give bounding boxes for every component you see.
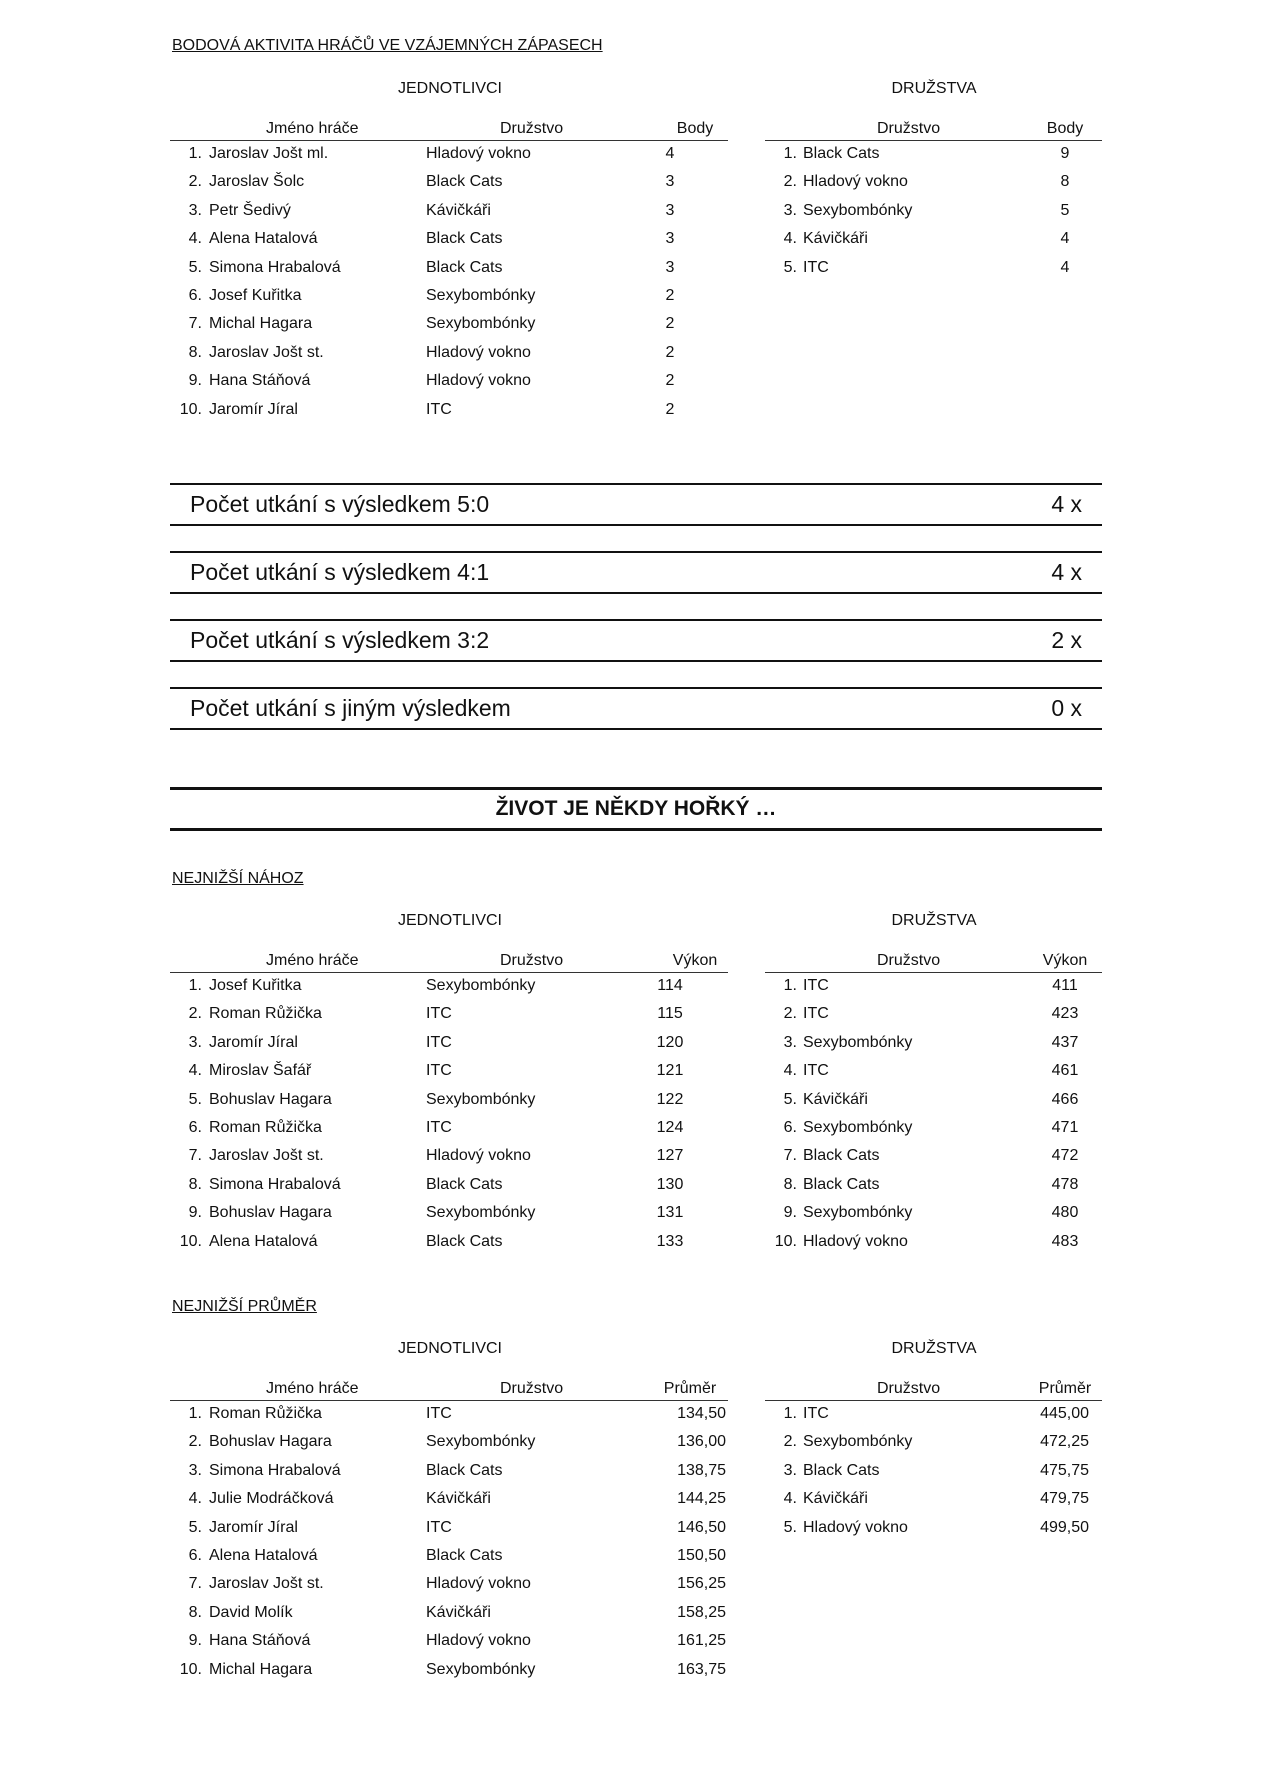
match-stat-label: Počet utkání s výsledkem 3:2	[190, 627, 490, 653]
cell-name: Hana Stáňová	[209, 1632, 311, 1650]
match-stat-5-0	[170, 483, 1102, 526]
cell-name: Roman Růžička	[209, 1405, 322, 1422]
cell-team: Black Cats	[803, 1175, 880, 1193]
cell-name: Julie Modráčková	[209, 1490, 334, 1508]
cell-rank: 1.	[188, 1405, 202, 1422]
table-row	[170, 1087, 728, 1115]
table-row	[170, 141, 728, 169]
cell-value: 437	[1051, 1033, 1079, 1051]
table-row	[170, 1429, 728, 1457]
table-header	[765, 1377, 1102, 1401]
table-row	[765, 1200, 1102, 1228]
table-row	[170, 1515, 728, 1543]
cell-value: 163,75	[677, 1660, 726, 1678]
cell-rank: 5.	[188, 1518, 202, 1536]
table-row	[170, 169, 728, 197]
table-header	[765, 117, 1102, 141]
table-row	[765, 1030, 1102, 1058]
header-name: Jméno hráče	[266, 952, 359, 969]
cell-value: 3	[665, 230, 675, 248]
cell-value: 2	[665, 400, 675, 418]
table-row	[170, 255, 728, 283]
cell-value: 3	[665, 173, 675, 191]
match-stat-count: 4 x	[1051, 559, 1082, 585]
cell-value: 471	[1051, 1118, 1079, 1136]
cell-team: ITC	[803, 258, 829, 276]
cell-team: Sexybombónky	[803, 1118, 913, 1136]
cell-team: Sexybombónky	[803, 1433, 913, 1451]
cell-value: 122	[656, 1090, 684, 1108]
cell-rank: 1.	[783, 1405, 797, 1422]
cell-name: Simona Hrabalová	[209, 1461, 341, 1479]
cell-rank: 3.	[783, 1033, 797, 1051]
table-row	[170, 340, 728, 368]
cell-rank: 10.	[179, 1232, 202, 1250]
table-row	[170, 1401, 728, 1429]
cell-team: Kávičkáři	[426, 201, 491, 219]
match-stat-count: 4 x	[1051, 491, 1082, 517]
cell-value: 2	[665, 315, 675, 333]
table-row	[765, 1143, 1102, 1171]
cell-rank: 9.	[188, 1632, 202, 1650]
table-row	[170, 198, 728, 226]
cell-name: Josef Kuřitka	[209, 977, 302, 994]
cell-value: 127	[656, 1147, 684, 1165]
cell-name: Jaroslav Jošt st.	[209, 1147, 324, 1165]
table-row	[765, 1058, 1102, 1086]
cell-rank: 5.	[188, 258, 202, 276]
cell-rank: 4.	[783, 230, 797, 248]
cell-rank: 7.	[188, 1147, 202, 1165]
cell-team: Sexybombónky	[426, 1090, 536, 1108]
cell-value: 3	[665, 258, 675, 276]
match-stat-label: Počet utkání s výsledkem 5:0	[190, 491, 490, 517]
cell-rank: 10.	[179, 1660, 202, 1678]
cell-rank: 5.	[783, 1518, 797, 1536]
cell-name: Petr Šedivý	[209, 201, 291, 219]
match-stat-other	[170, 687, 1102, 730]
cell-name: Jaromír Jíral	[209, 400, 298, 418]
points-teams-table	[765, 117, 1102, 283]
cell-value: 5	[1060, 201, 1070, 219]
cell-rank: 4.	[783, 1490, 797, 1508]
cell-value: 9	[1060, 145, 1070, 162]
cell-value: 472	[1051, 1147, 1079, 1165]
cell-team: Sexybombónky	[426, 977, 536, 994]
cell-team: Black Cats	[426, 1461, 503, 1479]
table-row	[765, 1172, 1102, 1200]
lowest-roll-individuals-table	[170, 949, 728, 1257]
cell-name: Alena Hatalová	[209, 230, 318, 248]
cell-name: Bohuslav Hagara	[209, 1433, 332, 1451]
cell-rank: 4.	[188, 230, 202, 248]
cell-rank: 3.	[783, 1461, 797, 1479]
cell-value: 4	[1060, 230, 1070, 248]
cell-value: 124	[656, 1118, 684, 1136]
cell-team: Kávičkáři	[803, 1490, 868, 1508]
table-row	[170, 1200, 728, 1228]
cell-name: Jaroslav Šolc	[209, 173, 305, 191]
header-value: Body	[676, 120, 714, 137]
cell-team: ITC	[426, 400, 452, 418]
table-row	[170, 973, 728, 1001]
cell-rank: 6.	[188, 286, 202, 304]
banner-heading: ŽIVOT JE NĚKDY HOŘKÝ …	[170, 787, 1102, 831]
match-stat-label: Počet utkání s jiným výsledkem	[190, 695, 511, 721]
table-row	[170, 1486, 728, 1514]
table-row	[765, 1229, 1102, 1257]
cell-team: ITC	[803, 1062, 829, 1080]
cell-team: ITC	[426, 1005, 452, 1023]
cell-rank: 5.	[188, 1090, 202, 1108]
cell-rank: 5.	[783, 258, 797, 276]
cell-rank: 7.	[188, 1575, 202, 1593]
cell-team: Sexybombónky	[426, 286, 536, 304]
table-row	[170, 1600, 728, 1628]
cell-value: 8	[1060, 173, 1070, 191]
cell-team: Black Cats	[426, 230, 503, 248]
lowest-average-section-title: NEJNIŽŠÍ PRŮMĚR	[172, 1298, 317, 1315]
cell-team: ITC	[426, 1405, 452, 1422]
table-header	[170, 949, 728, 973]
table-row	[170, 1458, 728, 1486]
cell-name: Miroslav Šafář	[209, 1062, 312, 1080]
cell-value: 475,75	[1040, 1461, 1089, 1479]
cell-value: 4	[1060, 258, 1070, 276]
match-stat-3-2	[170, 619, 1102, 662]
table-row	[170, 1143, 728, 1171]
cell-value: 131	[656, 1204, 684, 1222]
cell-value: 2	[665, 372, 675, 390]
header-value: Průměr	[663, 1380, 717, 1397]
cell-team: Sexybombónky	[426, 315, 536, 333]
match-stat-4-1	[170, 551, 1102, 594]
cell-name: Alena Hatalová	[209, 1232, 318, 1250]
table-row	[765, 1515, 1102, 1543]
cell-value: 423	[1051, 1005, 1079, 1023]
cell-name: Hana Stáňová	[209, 372, 311, 390]
cell-rank: 2.	[188, 173, 202, 191]
cell-rank: 9.	[188, 372, 202, 390]
table-row	[765, 973, 1102, 1001]
cell-name: Roman Růžička	[209, 1118, 322, 1136]
lowest-average-individuals-table	[170, 1377, 728, 1685]
cell-rank: 6.	[188, 1546, 202, 1564]
cell-name: Bohuslav Hagara	[209, 1090, 332, 1108]
cell-value: 156,25	[677, 1575, 726, 1593]
points-teams-heading: DRUŽSTVA	[891, 80, 977, 97]
lowest-average-teams-table	[765, 1377, 1102, 1543]
cell-value: 461	[1051, 1062, 1079, 1080]
cell-rank: 2.	[188, 1433, 202, 1451]
cell-rank: 8.	[188, 343, 202, 361]
cell-value: 134,50	[677, 1405, 726, 1422]
cell-team: Kávičkáři	[803, 1090, 868, 1108]
table-row	[170, 1571, 728, 1599]
cell-rank: 8.	[188, 1603, 202, 1621]
points-section-title: BODOVÁ AKTIVITA HRÁČŮ VE VZÁJEMNÝCH ZÁPASECH	[172, 37, 603, 54]
cell-rank: 1.	[783, 145, 797, 162]
header-team: Družstvo	[500, 120, 564, 137]
cell-value: 146,50	[677, 1518, 726, 1536]
cell-rank: 2.	[783, 173, 797, 191]
cell-team: Hladový vokno	[426, 1632, 531, 1650]
table-row	[765, 226, 1102, 254]
cell-team: ITC	[426, 1118, 452, 1136]
cell-team: Hladový vokno	[803, 1232, 908, 1250]
cell-team: Black Cats	[803, 1147, 880, 1165]
cell-value: 136,00	[677, 1433, 726, 1451]
cell-name: Michal Hagara	[209, 1660, 313, 1678]
header-team: Družstvo	[500, 1380, 564, 1397]
cell-rank: 4.	[188, 1062, 202, 1080]
cell-team: ITC	[426, 1062, 452, 1080]
points-individuals-table	[170, 117, 728, 425]
cell-value: 138,75	[677, 1461, 726, 1479]
table-row	[170, 1058, 728, 1086]
table-row	[765, 1087, 1102, 1115]
cell-rank: 9.	[188, 1204, 202, 1222]
cell-team: ITC	[803, 1005, 829, 1023]
cell-team: Kávičkáři	[426, 1490, 491, 1508]
cell-team: Hladový vokno	[426, 145, 531, 162]
table-row	[170, 1030, 728, 1058]
match-stat-count: 0 x	[1051, 695, 1082, 721]
table-row	[170, 397, 728, 425]
table-row	[765, 198, 1102, 226]
cell-name: Simona Hrabalová	[209, 1175, 341, 1193]
cell-value: 483	[1051, 1232, 1079, 1250]
cell-name: David Molík	[209, 1603, 293, 1621]
cell-name: Simona Hrabalová	[209, 258, 341, 276]
cell-value: 478	[1051, 1175, 1079, 1193]
header-name: Jméno hráče	[266, 1380, 359, 1397]
cell-value: 114	[657, 977, 683, 994]
header-value: Výkon	[672, 952, 718, 969]
table-row	[765, 1115, 1102, 1143]
header-value: Průměr	[1038, 1380, 1092, 1397]
cell-rank: 2.	[783, 1005, 797, 1023]
cell-value: 161,25	[677, 1632, 726, 1650]
cell-team: Black Cats	[426, 173, 503, 191]
cell-team: Black Cats	[426, 1232, 503, 1250]
cell-rank: 10.	[179, 400, 202, 418]
cell-team: ITC	[803, 977, 829, 994]
table-row	[765, 1458, 1102, 1486]
match-stat-label: Počet utkání s výsledkem 4:1	[190, 559, 490, 585]
table-row	[170, 311, 728, 339]
cell-value: 479,75	[1040, 1490, 1089, 1508]
cell-value: 120	[656, 1033, 684, 1051]
table-row	[170, 1172, 728, 1200]
cell-rank: 1.	[783, 977, 797, 994]
table-header	[765, 949, 1102, 973]
cell-value: 158,25	[677, 1603, 726, 1621]
lowest-roll-teams-heading: DRUŽSTVA	[891, 912, 977, 929]
cell-team: Black Cats	[426, 1546, 503, 1564]
lowest-roll-section-title: NEJNIŽŠÍ NÁHOZ	[172, 870, 304, 887]
table-header	[170, 1377, 728, 1401]
header-value: Výkon	[1042, 952, 1088, 969]
cell-rank: 8.	[783, 1175, 797, 1193]
header-value: Body	[1046, 120, 1084, 137]
cell-team: ITC	[426, 1518, 452, 1536]
cell-team: Kávičkáři	[803, 230, 868, 248]
lowest-average-individuals-heading: JEDNOTLIVCI	[397, 1340, 502, 1357]
cell-team: Hladový vokno	[803, 1518, 908, 1536]
cell-value: 115	[657, 1005, 683, 1023]
cell-rank: 6.	[783, 1118, 797, 1136]
cell-team: ITC	[803, 1405, 829, 1422]
cell-value: 480	[1051, 1204, 1079, 1222]
cell-rank: 3.	[783, 201, 797, 219]
table-row	[170, 283, 728, 311]
table-row	[765, 1486, 1102, 1514]
cell-name: Alena Hatalová	[209, 1546, 318, 1564]
header-name: Jméno hráče	[266, 120, 359, 137]
cell-rank: 8.	[188, 1175, 202, 1193]
cell-team: Hladový vokno	[426, 1147, 531, 1165]
table-row	[170, 368, 728, 396]
table-row	[765, 1401, 1102, 1429]
table-row	[170, 1115, 728, 1143]
cell-value: 472,25	[1040, 1433, 1089, 1451]
cell-rank: 4.	[783, 1062, 797, 1080]
cell-value: 121	[656, 1062, 684, 1080]
header-team: Družstvo	[877, 120, 941, 137]
cell-rank: 2.	[783, 1433, 797, 1451]
cell-value: 445,00	[1040, 1405, 1089, 1422]
cell-team: ITC	[426, 1033, 452, 1051]
cell-value: 130	[656, 1175, 684, 1193]
table-row	[170, 1001, 728, 1029]
table-header	[170, 117, 728, 141]
points-individuals-heading: JEDNOTLIVCI	[397, 80, 502, 97]
lowest-average-teams-heading: DRUŽSTVA	[891, 1340, 977, 1357]
cell-team: Black Cats	[426, 258, 503, 276]
cell-team: Sexybombónky	[803, 201, 913, 219]
table-row	[765, 169, 1102, 197]
header-team: Družstvo	[877, 952, 941, 969]
cell-value: 2	[665, 286, 675, 304]
cell-rank: 2.	[188, 1005, 202, 1023]
table-row	[170, 1657, 728, 1685]
cell-rank: 1.	[188, 977, 202, 994]
cell-value: 466	[1051, 1090, 1079, 1108]
cell-value: 411	[1052, 977, 1078, 994]
cell-team: Hladový vokno	[426, 1575, 531, 1593]
match-stat-count: 2 x	[1051, 627, 1082, 653]
cell-rank: 10.	[774, 1232, 797, 1250]
cell-team: Sexybombónky	[426, 1660, 536, 1678]
table-row	[765, 1001, 1102, 1029]
cell-rank: 3.	[188, 201, 202, 219]
header-team: Družstvo	[877, 1380, 941, 1397]
cell-name: Michal Hagara	[209, 315, 313, 333]
cell-name: Jaroslav Jošt st.	[209, 343, 324, 361]
table-row	[170, 1628, 728, 1656]
cell-team: Black Cats	[426, 1175, 503, 1193]
cell-rank: 4.	[188, 1490, 202, 1508]
cell-name: Jaroslav Jošt ml.	[209, 145, 329, 162]
cell-name: Jaroslav Jošt st.	[209, 1575, 324, 1593]
cell-value: 2	[665, 343, 675, 361]
cell-team: Sexybombónky	[803, 1033, 913, 1051]
cell-name: Roman Růžička	[209, 1005, 322, 1023]
cell-rank: 9.	[783, 1204, 797, 1222]
cell-team: Sexybombónky	[803, 1204, 913, 1222]
cell-value: 4	[665, 145, 675, 162]
cell-rank: 3.	[188, 1033, 202, 1051]
cell-name: Jaromír Jíral	[209, 1518, 298, 1536]
cell-value: 144,25	[677, 1490, 726, 1508]
cell-value: 133	[656, 1232, 684, 1250]
table-row	[765, 141, 1102, 169]
cell-value: 150,50	[677, 1546, 726, 1564]
cell-team: Black Cats	[803, 1461, 880, 1479]
lowest-roll-individuals-heading: JEDNOTLIVCI	[397, 912, 502, 929]
cell-name: Bohuslav Hagara	[209, 1204, 332, 1222]
cell-team: Hladový vokno	[426, 372, 531, 390]
lowest-roll-teams-table	[765, 949, 1102, 1257]
cell-team: Hladový vokno	[803, 173, 908, 191]
cell-team: Black Cats	[803, 145, 880, 162]
cell-rank: 7.	[188, 315, 202, 333]
header-team: Družstvo	[500, 952, 564, 969]
cell-rank: 3.	[188, 1461, 202, 1479]
cell-rank: 5.	[783, 1090, 797, 1108]
cell-value: 3	[665, 201, 675, 219]
cell-team: Sexybombónky	[426, 1204, 536, 1222]
cell-name: Josef Kuřitka	[209, 286, 302, 304]
table-row	[170, 226, 728, 254]
cell-team: Kávičkáři	[426, 1603, 491, 1621]
cell-value: 499,50	[1040, 1518, 1089, 1536]
cell-rank: 1.	[188, 145, 202, 162]
cell-team: Hladový vokno	[426, 343, 531, 361]
table-row	[765, 1429, 1102, 1457]
cell-team: Sexybombónky	[426, 1433, 536, 1451]
cell-rank: 6.	[188, 1118, 202, 1136]
table-row	[170, 1229, 728, 1257]
table-row	[765, 255, 1102, 283]
cell-rank: 7.	[783, 1147, 797, 1165]
cell-name: Jaromír Jíral	[209, 1033, 298, 1051]
table-row	[170, 1543, 728, 1571]
